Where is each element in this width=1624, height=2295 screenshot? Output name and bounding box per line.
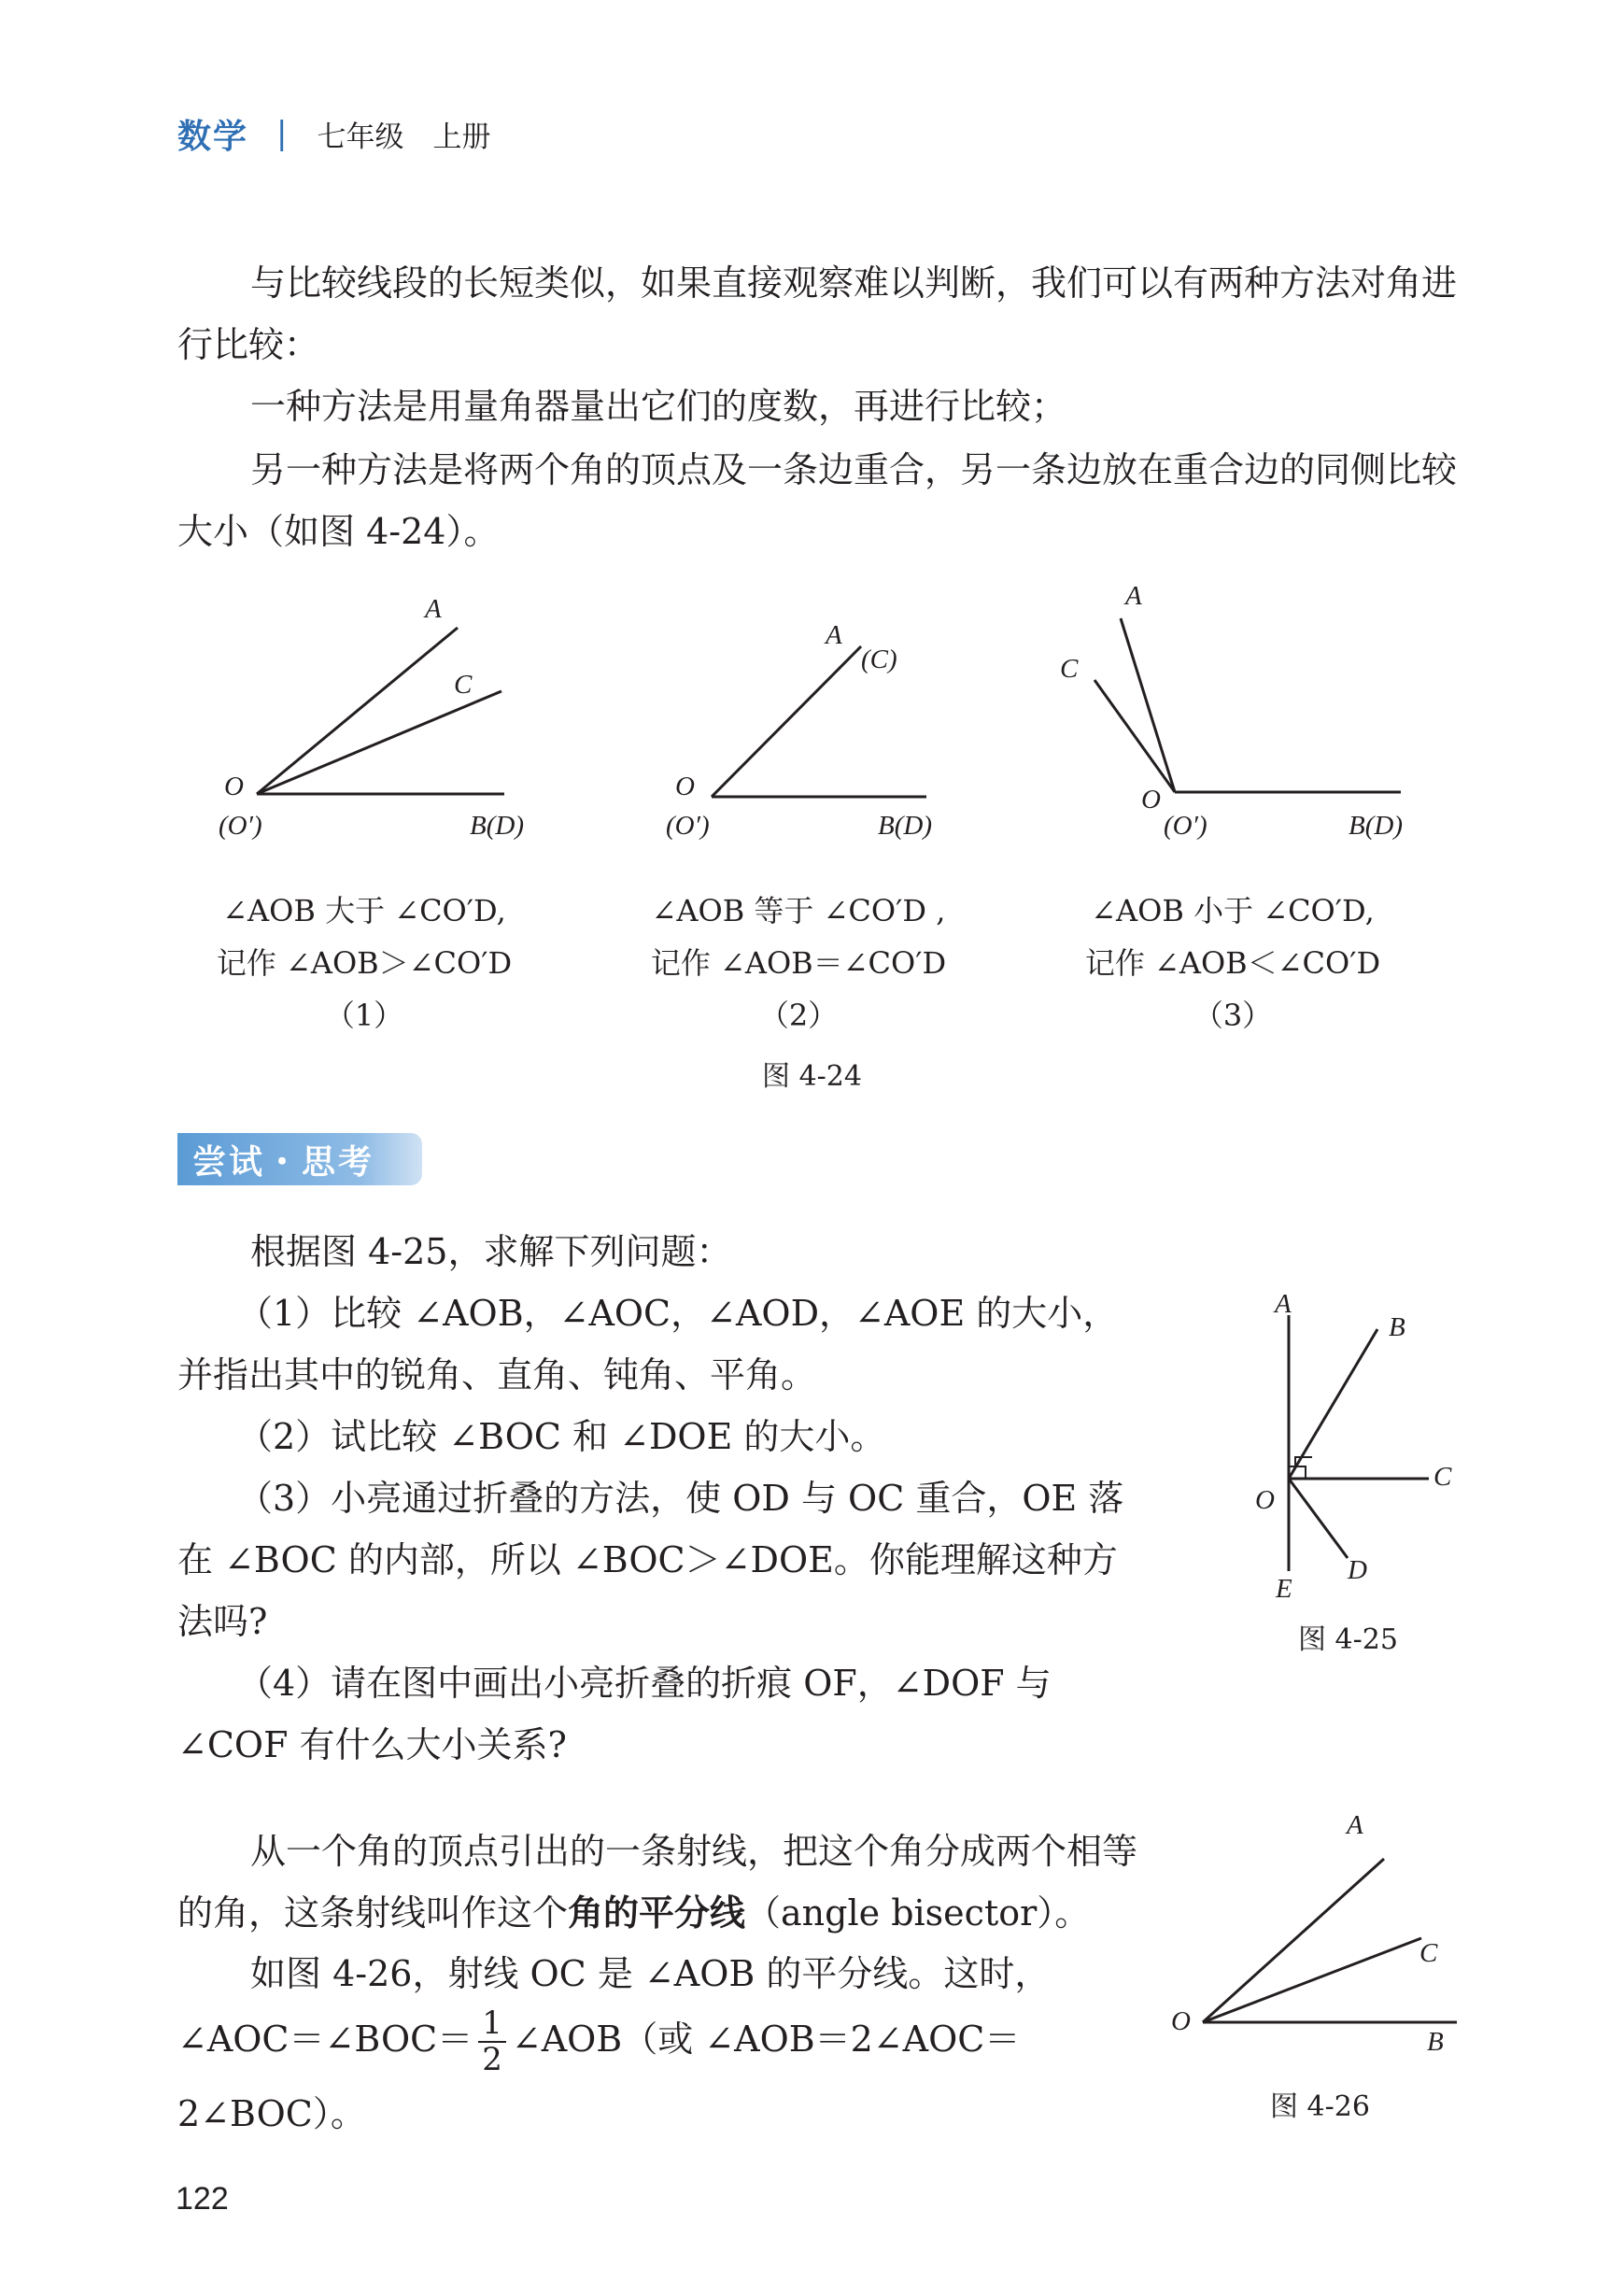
fig25-label-c: C (1433, 1462, 1452, 1492)
bisector-equation (177, 2006, 1139, 2078)
fig3-caption-line1: ∠AOB 小于 ∠CO′D, (1091, 893, 1375, 928)
fig3-label-c: C (1060, 654, 1079, 684)
bisector-equation-tail: 2∠BOC）。 (177, 2093, 366, 2134)
fig26-label-c: C (1419, 1938, 1438, 1968)
header-subject: 数学 (177, 117, 249, 156)
bisector-example-line: 如图 4-26，射线 OC 是 ∠AOB 的平分线。这时， (250, 1953, 1051, 1994)
intro-paragraph-3: 另一种方法是将两个角的顶点及一条边重合，另一条边放在重合边的同侧比较大小（如图 4-24）。 (177, 449, 1458, 552)
section-lead: 根据图 4-25，求解下列问题： (250, 1231, 732, 1272)
bisector-definition (177, 1820, 1139, 1944)
fig1-label-bd: B(D) (470, 811, 524, 841)
fraction-one-half (478, 2006, 506, 2078)
fraction-denominator: 2 (482, 2041, 502, 2079)
question-1: （1）比较 ∠AOB，∠AOC，∠AOD，∠AOE 的大小，并指出其中的锐角、直角、钝角、平角。 (177, 1293, 1119, 1395)
fig1-caption-line2: 记作 ∠AOB＞∠CO′D (216, 945, 513, 981)
fraction-numerator: 1 (478, 2006, 506, 2043)
equation-left: ∠AOC＝∠BOC＝ (177, 2018, 473, 2060)
fig2-caption (621, 885, 976, 1041)
fig2-caption-index: （2） (758, 998, 839, 1033)
fig2-label-o: O (675, 772, 695, 801)
fig3-caption (1055, 885, 1410, 1041)
fig2-label-bd: B(D) (878, 811, 932, 841)
fig1-caption-line1: ∠AOB 大于 ∠CO′D, (222, 893, 506, 928)
figure-4-26-name: 图 4-26 (1270, 2090, 1370, 2123)
fig2-label-a: A (826, 620, 842, 650)
fig25-ray-od (1289, 1479, 1348, 1558)
intro-paragraph-2: 一种方法是用量角器量出它们的度数，再进行比较； (250, 386, 1067, 427)
fig25-label-b: B (1389, 1312, 1405, 1342)
equation-right: ∠AOB（或 ∠AOB＝2∠AOC＝ (511, 2018, 1021, 2060)
fig2-ray-oa (712, 646, 861, 797)
fig2-caption-line2: 记作 ∠AOB＝∠CO′D (650, 945, 947, 981)
bisector-definition-text-a: 从一个角的顶点引出的一条射线，把这个角分成两个相等的角，这条射线叫作这个 (177, 1831, 1138, 1934)
running-header (177, 110, 490, 157)
bisector-term: 角的平分线 (568, 1892, 746, 1934)
fig2-label-c: (C) (861, 645, 897, 674)
fig25-label-d: D (1348, 1555, 1367, 1585)
fig26-label-b: B (1427, 2027, 1444, 2057)
fig3-label-a: A (1125, 581, 1142, 611)
fig3-ray-oc (1094, 680, 1175, 792)
fig3-caption-index: （3） (1193, 998, 1273, 1033)
fig1-ray-oc (257, 691, 501, 794)
fig26-ray-oa (1203, 1859, 1384, 2022)
fig3-ray-oa (1121, 618, 1175, 792)
fig25-label-e: E (1276, 1574, 1292, 1604)
question-2: （2）试比较 ∠BOC 和 ∠DOE 的大小。 (237, 1416, 886, 1457)
figure-4-25-name: 图 4-25 (1298, 1623, 1398, 1656)
fig3-label-bd: B(D) (1349, 811, 1403, 841)
figure-4-24-name: 图 4-24 (762, 1060, 862, 1093)
fig1-ray-oa (257, 628, 458, 794)
fig3-caption-line2: 记作 ∠AOB＜∠CO′D (1084, 945, 1381, 981)
section-badge: 尝试・思考 (192, 1143, 375, 1182)
fig1-label-c: C (454, 670, 473, 700)
fig1-label-o-prime: (O′) (219, 811, 262, 841)
fig1-label-o: O (224, 772, 244, 801)
fig25-label-o: O (1255, 1485, 1275, 1515)
fig1-caption-index: （1） (324, 998, 404, 1033)
bisector-definition-text-b: （angle bisector）。 (745, 1892, 1091, 1934)
fig25-label-a: A (1275, 1289, 1292, 1319)
figure-4-26-diagram (1167, 1821, 1541, 2055)
page-number: 122 (176, 2181, 229, 2217)
question-4: （4）请在图中画出小亮折叠的折痕 OF，∠DOF 与 ∠COF 有什么大小关系? (177, 1663, 1052, 1765)
fig3-label-o: O (1141, 785, 1161, 815)
fig26-label-o: O (1171, 2006, 1191, 2036)
fig26-ray-oc (1203, 1938, 1421, 2022)
intro-paragraph-1: 与比较线段的长短类似，如果直接观察难以判断，我们可以有两种方法对角进行比较： (177, 262, 1458, 365)
fig3-label-o-prime: (O′) (1164, 811, 1207, 841)
fig2-label-o-prime: (O′) (666, 811, 710, 841)
fig26-label-a: A (1347, 1810, 1363, 1840)
question-3: （3）小亮通过折叠的方法，使 OD 与 OC 重合，OE 落在 ∠BOC 的内部，所以 ∠BOC＞∠DOE。你能理解这种方法吗? (177, 1478, 1124, 1642)
fig1-caption (187, 885, 542, 1041)
fig1-label-a: A (425, 594, 442, 624)
header-separator: | (276, 115, 288, 152)
header-book-title: 七年级 上册 (317, 120, 491, 154)
fig2-caption-line1: ∠AOB 等于 ∠CO′D , (651, 893, 946, 928)
